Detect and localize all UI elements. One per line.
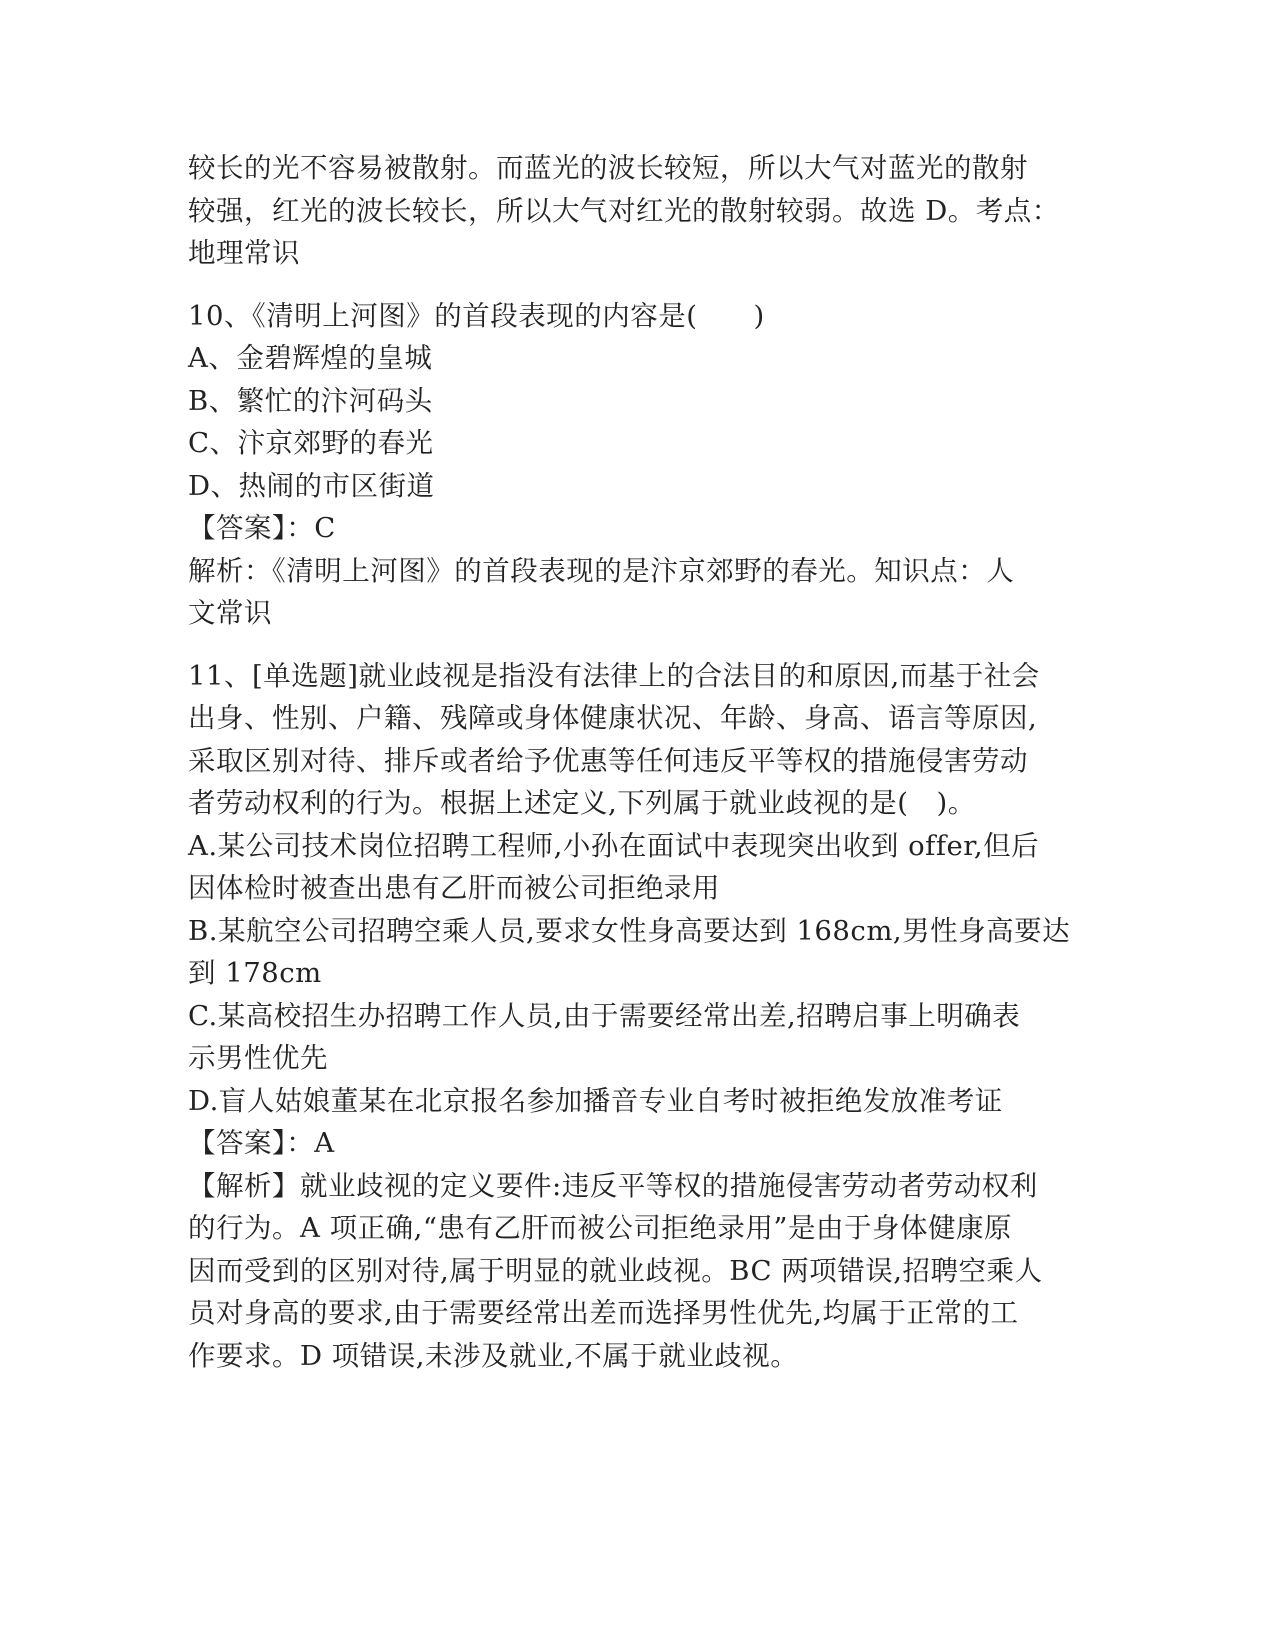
question-10 [188, 295, 1088, 635]
explanation-line: 文常识 [188, 597, 272, 629]
question-11 [188, 655, 1088, 1378]
explanation-line: 因而受到的区别对待,属于明显的就业歧视。BC 两项错误,招聘空乘人 [188, 1254, 1043, 1287]
question-stem-line: 出身、性别、户籍、残障或身体健康状况、年龄、身高、语言等原因, [188, 702, 1038, 734]
previous-question-explanation [188, 147, 1088, 275]
option-b: B、繁忙的汴河码头 [188, 384, 433, 417]
option-b-continued: 到 178cm [188, 957, 322, 989]
question-stem-line: 者劳动权利的行为。根据上述定义,下列属于就业歧视的是( )。 [188, 787, 976, 819]
explanation-line: 【解析】就业歧视的定义要件:违反平等权的措施侵害劳动者劳动权利 [188, 1169, 1038, 1202]
explanation-line: 较长的光不容易被散射。而蓝光的波长较短，所以大气对蓝光的散射 [188, 152, 1028, 184]
explanation-line: 地理常识 [188, 237, 300, 269]
answer-line: 【答案】：A [188, 1127, 335, 1159]
explanation-line: 的行为。A 项正确,“患有乙肝而被公司拒绝录用”是由于身体健康原 [188, 1212, 1012, 1244]
option-d: D.盲人姑娘董某在北京报名参加播音专业自考时被拒绝发放准考证 [188, 1084, 1003, 1117]
document-body [188, 147, 1088, 1377]
question-stem-line: 采取区别对待、排斥或者给予优惠等任何违反平等权的措施侵害劳动 [188, 744, 1028, 777]
question-stem: 10、《清明上河图》的首段表现的内容是( ) [188, 299, 765, 332]
option-b: B.某航空公司招聘空乘人员,要求女性身高要达到 168cm,男性身高要达 [188, 914, 1071, 947]
explanation-line: 员对身高的要求,由于需要经常出差而选择男性优先,均属于正常的工 [188, 1297, 1019, 1329]
option-c: C.某高校招生办招聘工作人员,由于需要经常出差,招聘启事上明确表 [188, 999, 1021, 1032]
option-a: A、金碧辉煌的皇城 [188, 342, 433, 374]
explanation-line: 较强，红光的波长较长，所以大气对红光的散射较弱。故选 D。考点： [188, 194, 1060, 227]
option-a-continued: 因体检时被查出患有乙肝而被公司拒绝录用 [188, 872, 720, 904]
option-d: D、热闹的市区街道 [188, 469, 435, 502]
option-c: C、汴京郊野的春光 [188, 427, 434, 459]
answer-line: 【答案】：C [188, 512, 336, 544]
explanation-line: 作要求。D 项错误,未涉及就业,不属于就业歧视。 [188, 1339, 799, 1372]
option-c-continued: 示男性优先 [188, 1042, 328, 1074]
explanation-line: 解析：《清明上河图》的首段表现的是汴京郊野的春光。知识点：人 [188, 554, 1015, 587]
question-stem-line: 11、[单选题]就业歧视是指没有法律上的合法目的和原因,而基于社会 [188, 659, 1040, 692]
option-a: A.某公司技术岗位招聘工程师,小孙在面试中表现突出收到 offer,但后 [188, 829, 1040, 862]
